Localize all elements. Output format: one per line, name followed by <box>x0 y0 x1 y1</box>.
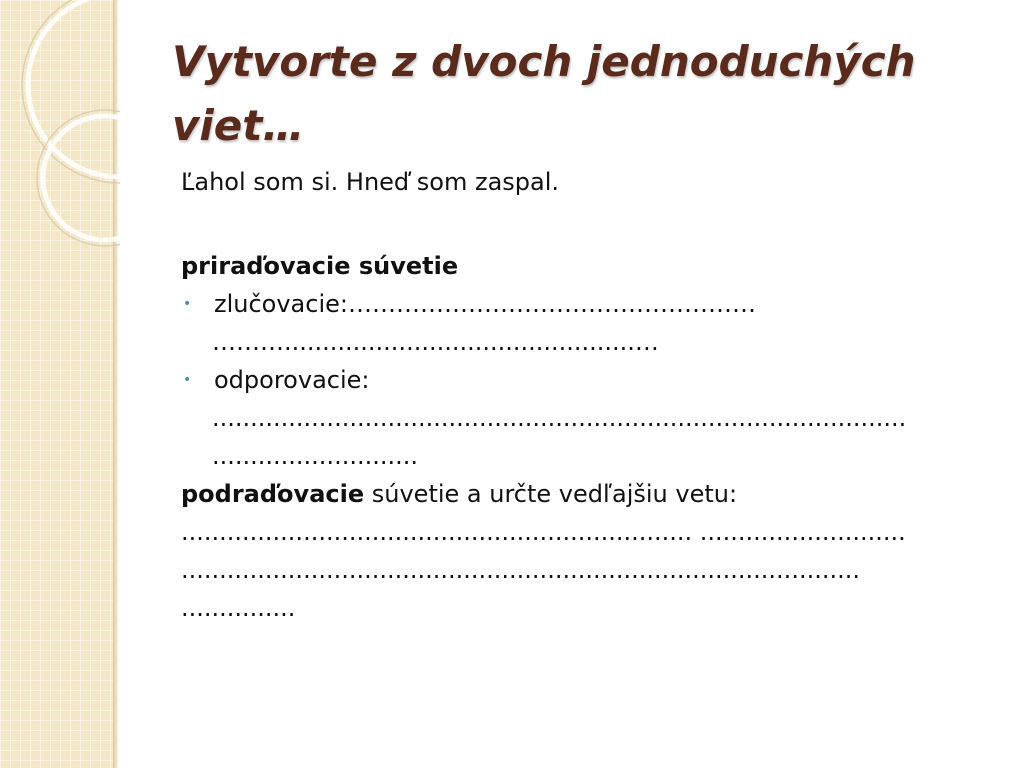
spacer <box>181 201 996 247</box>
bullet-label: odporovacie: <box>214 366 370 394</box>
example-sentence: Ľahol som si. Hneď som zaspal. <box>181 168 560 196</box>
bullet-icon: • <box>183 372 192 388</box>
list-item-odporovacie <box>181 361 996 399</box>
fill-in-line: ………..............................................… <box>212 328 659 356</box>
slide-title: Vytvorte z dvoch jednoduchých viet… <box>172 37 916 150</box>
subordinate-text: súvetie a určte vedľajšiu vetu: <box>364 480 738 508</box>
answer-line: ................................................................... ........................... <box>181 518 906 546</box>
fill-in-line: ........................... <box>212 442 418 470</box>
fill-in-line: ........................................................................................... <box>212 404 907 432</box>
list-item-zlucovacie <box>181 285 996 323</box>
subordinate-instruction <box>181 475 996 513</box>
bullet-icon: • <box>183 296 192 312</box>
decorative-rings <box>0 0 120 260</box>
fill-in-line: …………………………………………… <box>347 290 756 318</box>
answer-line: ......................................................................................... <box>181 556 860 584</box>
bullet-label: zlučovacie: <box>214 290 348 318</box>
slide-body <box>181 163 996 627</box>
coordinate-heading: priraďovacie súvetie <box>181 252 459 280</box>
subordinate-keyword: podraďovacie <box>181 480 365 508</box>
answer-line: ............... <box>181 594 296 622</box>
ring-large-outline <box>22 0 120 183</box>
